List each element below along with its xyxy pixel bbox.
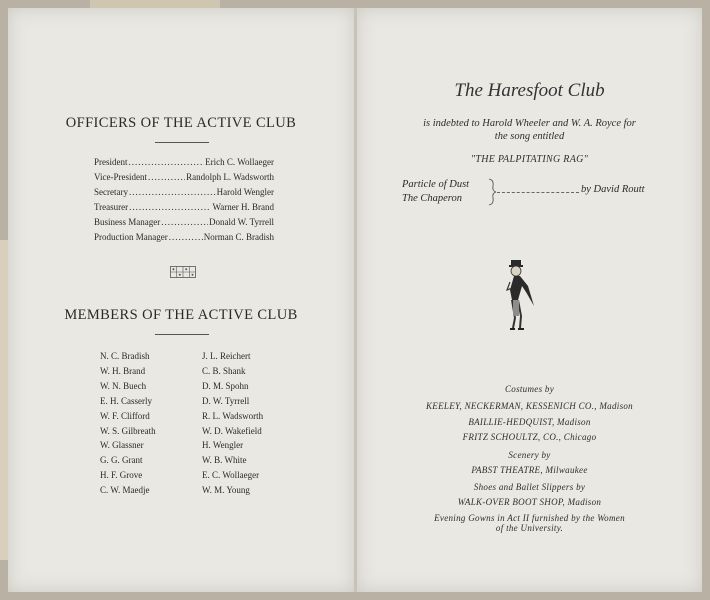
dancer-figure-icon xyxy=(504,256,544,334)
leader-line xyxy=(497,182,579,193)
officer-name: Erich C. Wollaeger xyxy=(205,157,274,167)
indebted-line-2: the song entitled xyxy=(494,131,565,142)
right-page xyxy=(357,8,702,592)
costumes-label: Costumes by xyxy=(504,384,555,394)
leader-dots xyxy=(161,217,208,227)
costumes-line-1: KEELEY, NECKERMAN, KESSENICH CO., Madison xyxy=(426,401,633,411)
member-name: W. F. Clifford xyxy=(100,410,150,421)
member-name: W. H. Brand xyxy=(100,365,146,376)
members-heading: MEMBERS OF THE ACTIVE CLUB xyxy=(64,307,298,323)
member-name: W. D. Wakefield xyxy=(202,425,262,436)
member-name: C. W. Maedje xyxy=(100,485,150,496)
song-title: "THE PALPITATING RAG" xyxy=(470,154,589,165)
song-name-1: Particle of Dust xyxy=(402,179,470,190)
shoes-label: Shoes and Ballet Slippers by xyxy=(473,482,586,492)
divider xyxy=(155,142,209,143)
indebted-line-1: is indebted to Harold Wheeler and W. A. Royce for xyxy=(423,118,636,129)
leader-dots xyxy=(129,202,211,212)
officer-name: Randolph L. Wadsworth xyxy=(186,172,274,182)
officer-role: Secretary xyxy=(94,187,128,197)
officer-role: Business Manager xyxy=(94,217,161,227)
member-name: D. W. Tyrrell xyxy=(202,395,250,406)
member-name: R. L. Wadsworth xyxy=(202,410,264,421)
member-name: E. H. Casserly xyxy=(100,395,152,406)
officer-name: Norman C. Bradish xyxy=(203,232,274,242)
leader-dots xyxy=(129,187,216,197)
member-name: W. Glassner xyxy=(100,440,144,451)
officers-heading: OFFICERS OF THE ACTIVE CLUB xyxy=(65,115,297,131)
officer-row xyxy=(94,172,274,182)
member-name: H. F. Grove xyxy=(100,470,143,481)
costumes-line-2: BAILLIE-HEDQUIST, Madison xyxy=(468,417,591,427)
song-credit: by David Routt xyxy=(581,184,645,195)
ornament-icon xyxy=(170,266,196,278)
club-title: The Haresfoot Club xyxy=(454,80,605,101)
member-name: H. Wengler xyxy=(202,440,244,451)
officer-role: Vice-President xyxy=(94,172,147,182)
gowns-line-2: of the University. xyxy=(495,523,564,533)
member-name: G. G. Grant xyxy=(100,455,143,466)
leader-dots xyxy=(148,172,185,182)
officer-name: Donald W. Tyrrell xyxy=(209,217,274,227)
officer-row xyxy=(94,232,274,242)
leader-dots xyxy=(129,157,205,167)
member-name: J. L. Reichert xyxy=(202,351,251,361)
member-name: W. B. White xyxy=(202,455,247,466)
shoes-line-1: WALK-OVER BOOT SHOP, Madison xyxy=(457,497,602,507)
member-name: W. N. Buech xyxy=(100,380,147,391)
officer-row xyxy=(94,202,274,212)
officer-row xyxy=(94,157,274,167)
officer-row xyxy=(94,187,274,197)
leader-dots xyxy=(169,232,203,242)
member-name: W. S. Gilbreath xyxy=(100,425,156,436)
left-page xyxy=(8,8,354,592)
gowns-line-1: Evening Gowns in Act II furnished by the Women xyxy=(434,513,625,523)
member-name: D. M. Spohn xyxy=(202,380,249,391)
officer-name: Harold Wengler xyxy=(216,187,274,197)
divider xyxy=(155,334,209,335)
officer-role: Treasurer xyxy=(94,202,129,212)
member-name: N. C. Bradish xyxy=(100,351,150,361)
member-name: E. C. Wollaeger xyxy=(202,470,260,481)
officer-row xyxy=(94,217,274,227)
member-name: C. B. Shank xyxy=(202,365,246,376)
costumes-line-3: FRITZ SCHOULTZ, CO., Chicago xyxy=(462,432,597,442)
officer-role: Production Manager xyxy=(94,232,168,242)
song-name-2: The Chaperon xyxy=(402,193,462,204)
officer-role: President xyxy=(94,157,128,167)
member-name: W. M. Young xyxy=(202,485,250,496)
scenery-label: Scenery by xyxy=(508,450,551,460)
officer-name: Warner H. Brand xyxy=(212,202,274,212)
scenery-line-1: PABST THEATRE, Milwaukee xyxy=(471,465,588,475)
